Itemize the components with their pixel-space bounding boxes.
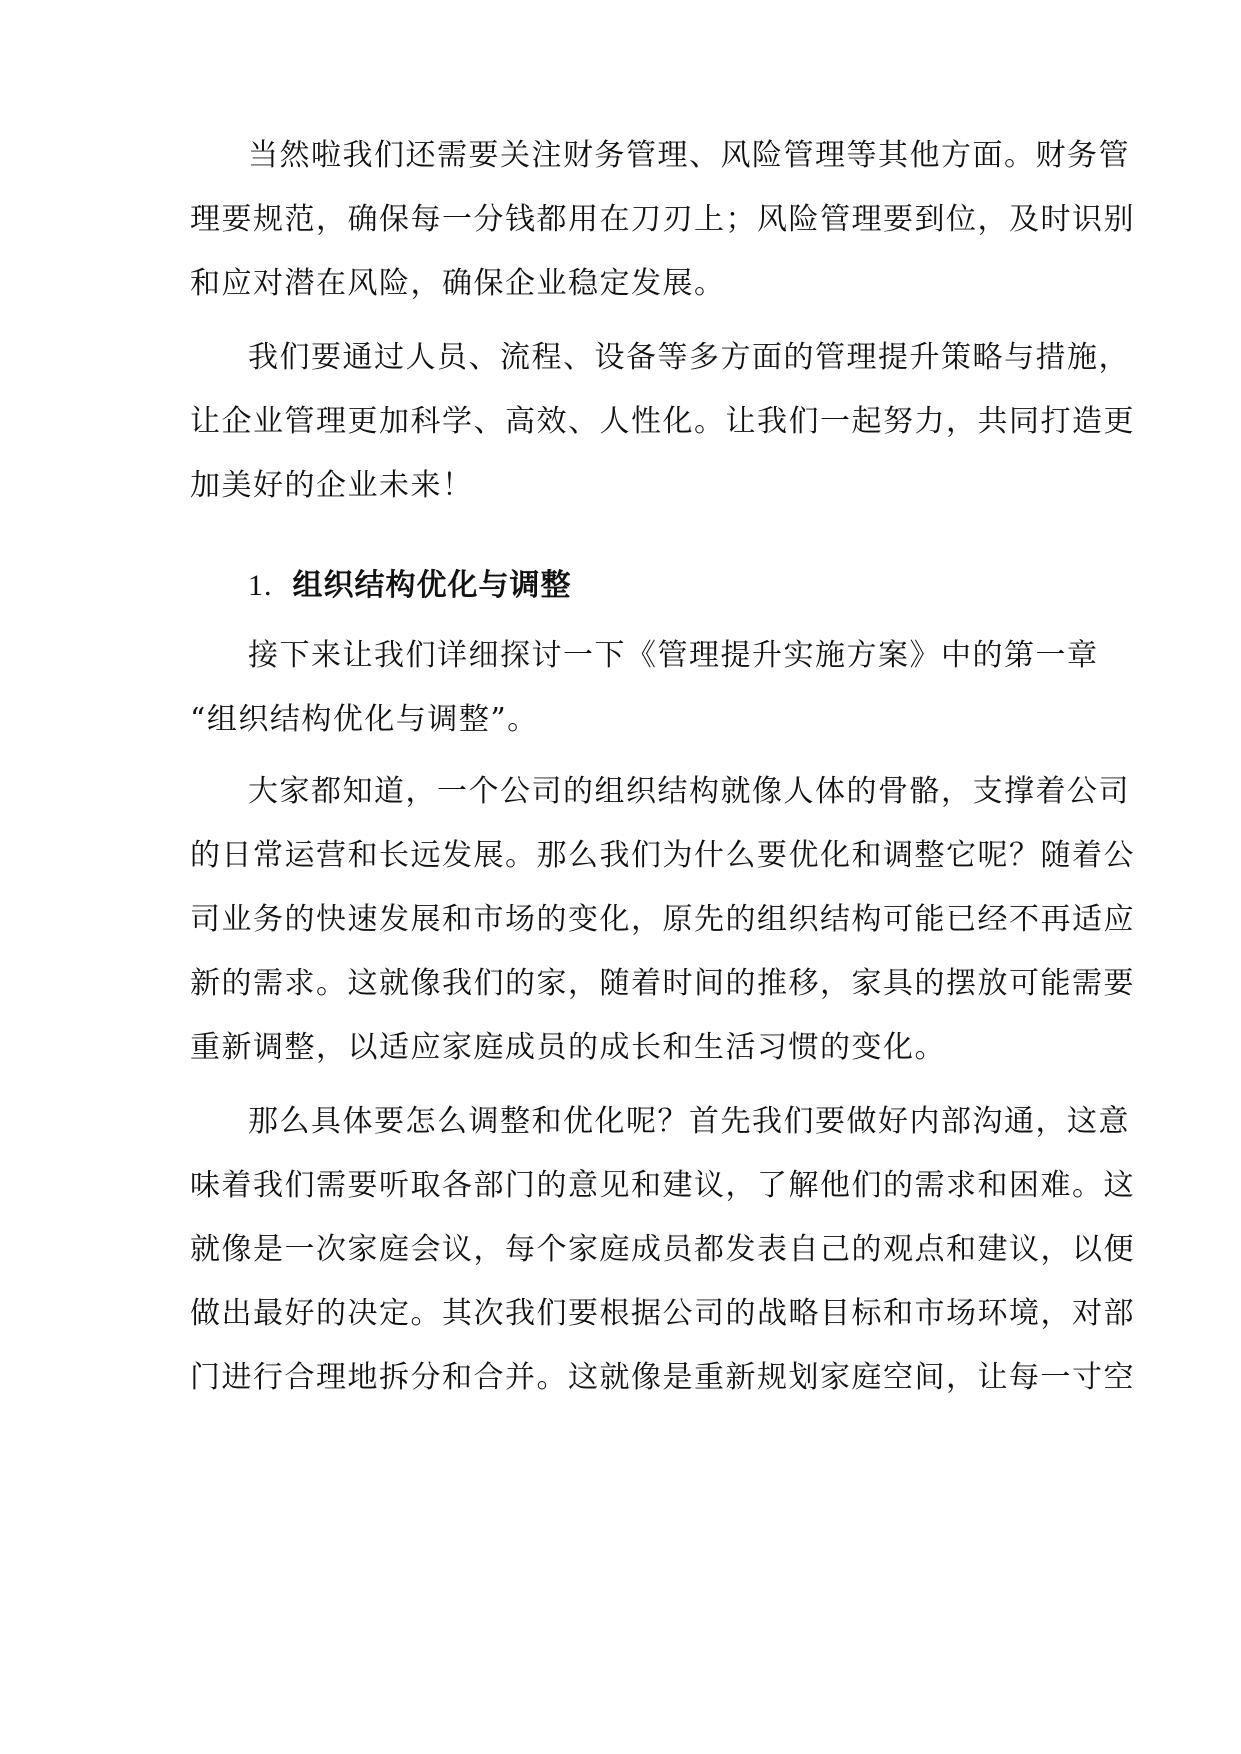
paragraph-line: 做出最好的决定。其次我们要根据公司的战略目标和市场环境，对部 — [190, 1296, 1135, 1331]
paragraph-line: 重新调整，以适应家庭成员的成长和生活习惯的变化。 — [190, 1030, 946, 1065]
paragraph-line: 让企业管理更加科学、高效、人性化。让我们一起努力，共同打造更 — [190, 404, 1135, 439]
section-title: 组织结构优化与调整 — [292, 568, 572, 603]
paragraph-line: 味着我们需要听取各部门的意见和建议，了解他们的需求和困难。这 — [190, 1168, 1135, 1203]
paragraph-line: 的日常运营和长远发展。那么我们为什么要优化和调整它呢？随着公 — [190, 838, 1135, 873]
paragraph-line: 新的需求。这就像我们的家，随着时间的推移，家具的摆放可能需要 — [190, 966, 1135, 1001]
section-heading — [248, 566, 572, 606]
paragraph-line: 接下来让我们详细探讨一下《管理提升实施方案》中的第一章 — [248, 638, 1099, 673]
paragraph-line: 司业务的快速发展和市场的变化，原先的组织结构可能已经不再适应 — [190, 902, 1135, 937]
paragraph-line: 加美好的企业未来！ — [190, 468, 474, 503]
paragraph-line: 当然啦我们还需要关注财务管理、风险管理等其他方面。财务管 — [248, 138, 1130, 173]
paragraph-line: 大家都知道，一个公司的组织结构就像人体的骨骼，支撑着公司 — [248, 774, 1130, 809]
paragraph-line: 理要规范，确保每一分钱都用在刀刃上；风险管理要到位，及时识别 — [190, 202, 1135, 237]
paragraph-line: 就像是一次家庭会议，每个家庭成员都发表自己的观点和建议，以便 — [190, 1232, 1135, 1267]
paragraph-line: 和应对潜在风险，确保企业稳定发展。 — [190, 266, 726, 301]
paragraph-line: 门进行合理地拆分和合并。这就像是重新规划家庭空间，让每一寸空 — [190, 1360, 1135, 1395]
section-number: 1. — [248, 569, 273, 602]
paragraph-line: 我们要通过人员、流程、设备等多方面的管理提升策略与措施， — [248, 340, 1130, 375]
paragraph-line: “组织结构优化与调整”。 — [190, 702, 539, 737]
paragraph-line: 那么具体要怎么调整和优化呢？首先我们要做好内部沟通，这意 — [248, 1104, 1130, 1139]
